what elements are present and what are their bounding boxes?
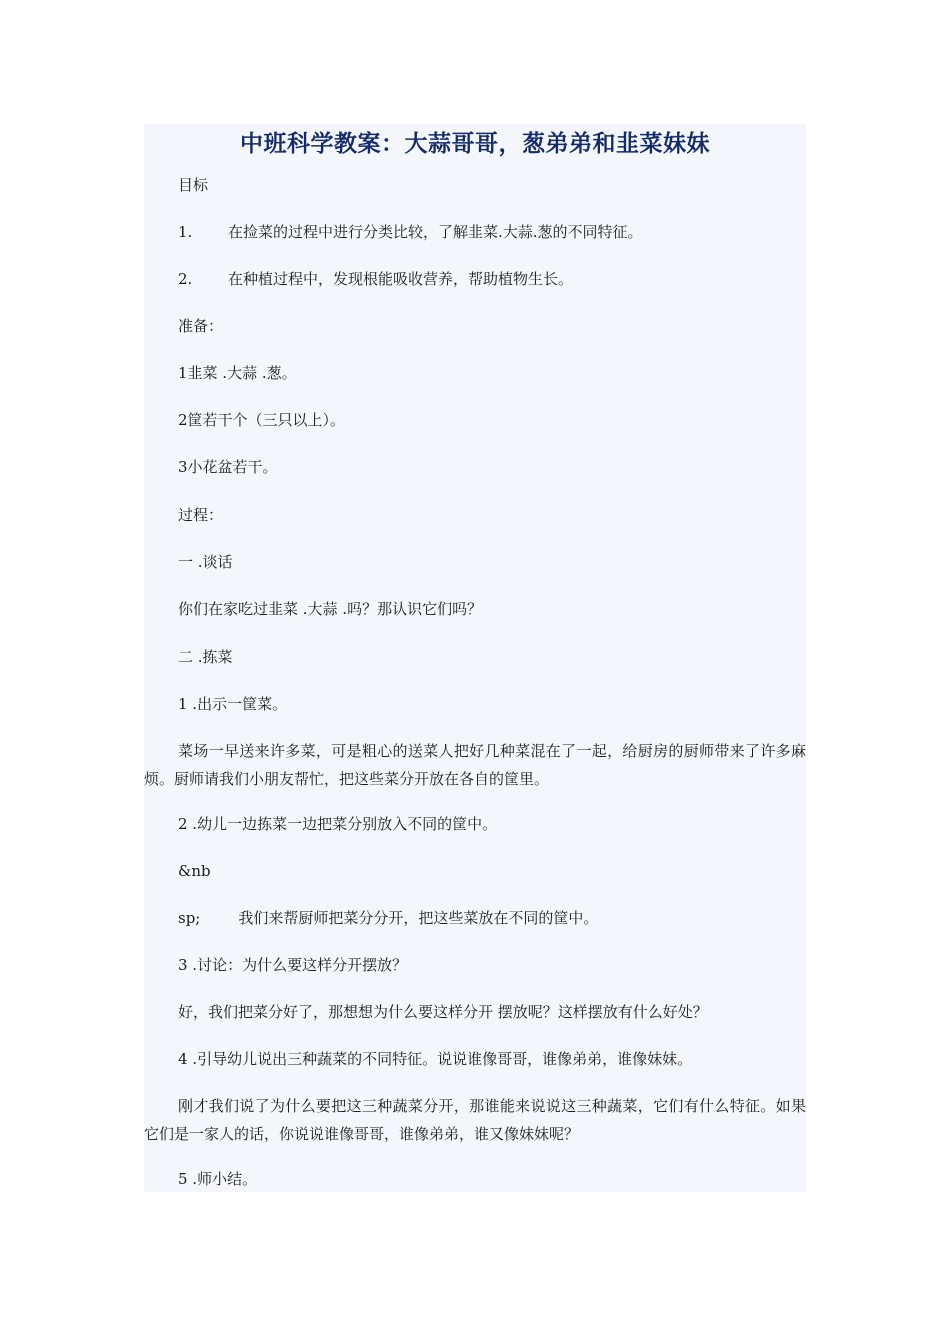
step-2-text: 我们来帮厨师把菜分分开，把这些菜放在不同的筐中。: [238, 909, 599, 927]
html-fragment: &nb: [178, 862, 211, 880]
prep-heading: 准备：: [178, 317, 224, 335]
goal-text: 在种植过程中，发现根能吸收营养，帮助植物生长。: [228, 270, 574, 288]
section-2-heading: 二 .拣菜: [178, 648, 233, 666]
step-5: 5 .师小结。: [178, 1170, 258, 1188]
step-3-text: 好，我们把菜分好了，那想想为什么要这样分开 摆放呢？这样摆放有什么好处？: [178, 1003, 708, 1021]
prep-item-2: 2筐若干个（三只以上）。: [178, 411, 346, 429]
prep-item-1: 1韭菜 .大蒜 .葱。: [178, 364, 297, 382]
step-2-line: [178, 909, 598, 927]
step-3: 3 .讨论：为什么要这样分开摆放？: [178, 956, 408, 974]
section-1-heading: 一 .谈话: [178, 553, 233, 571]
step-1: 1 .出示一筐菜。: [178, 695, 288, 713]
step-1-paragraph: 菜场一早送来许多菜，可是粗心的送菜人把好几种菜混在了一起，给厨房的厨师带来了许多麻烦。厨师请我们小朋友帮忙，把这些菜分开放在各自的筐里。: [144, 742, 806, 788]
goal-number: 1.: [178, 223, 193, 241]
document-title: 中班科学教案：大蒜哥哥，葱弟弟和韭菜妹妹: [240, 131, 710, 157]
goal-text: 在捡菜的过程中进行分类比较，了解韭菜.大蒜.葱的不同特征。: [228, 223, 643, 241]
html-fragment: sp;: [178, 909, 201, 927]
step-4: 4 .引导幼儿说出三种蔬菜的不同特征。说说谁像哥哥，谁像弟弟，谁像妹妹。: [178, 1050, 693, 1068]
goal-number: 2.: [178, 270, 193, 288]
goal-item-2: [178, 270, 573, 288]
step-4-paragraph: 刚才我们说了为什么要把这三种蔬菜分开，那谁能来说说这三种蔬菜，它们有什么特征。如果它们是一家人的话，你说说谁像哥哥，谁像弟弟，谁又像妹妹呢？: [144, 1097, 806, 1143]
section-1-text: 你们在家吃过韭菜 .大蒜 .吗？那认识它们吗？: [178, 600, 483, 618]
goal-item-1: [178, 223, 643, 241]
prep-item-3: 3小花盆若干。: [178, 458, 278, 476]
goal-heading: 目标: [178, 176, 209, 194]
process-heading: 过程：: [178, 506, 224, 524]
step-2: 2 .幼儿一边拣菜一边把菜分别放入不同的筐中。: [178, 815, 498, 833]
